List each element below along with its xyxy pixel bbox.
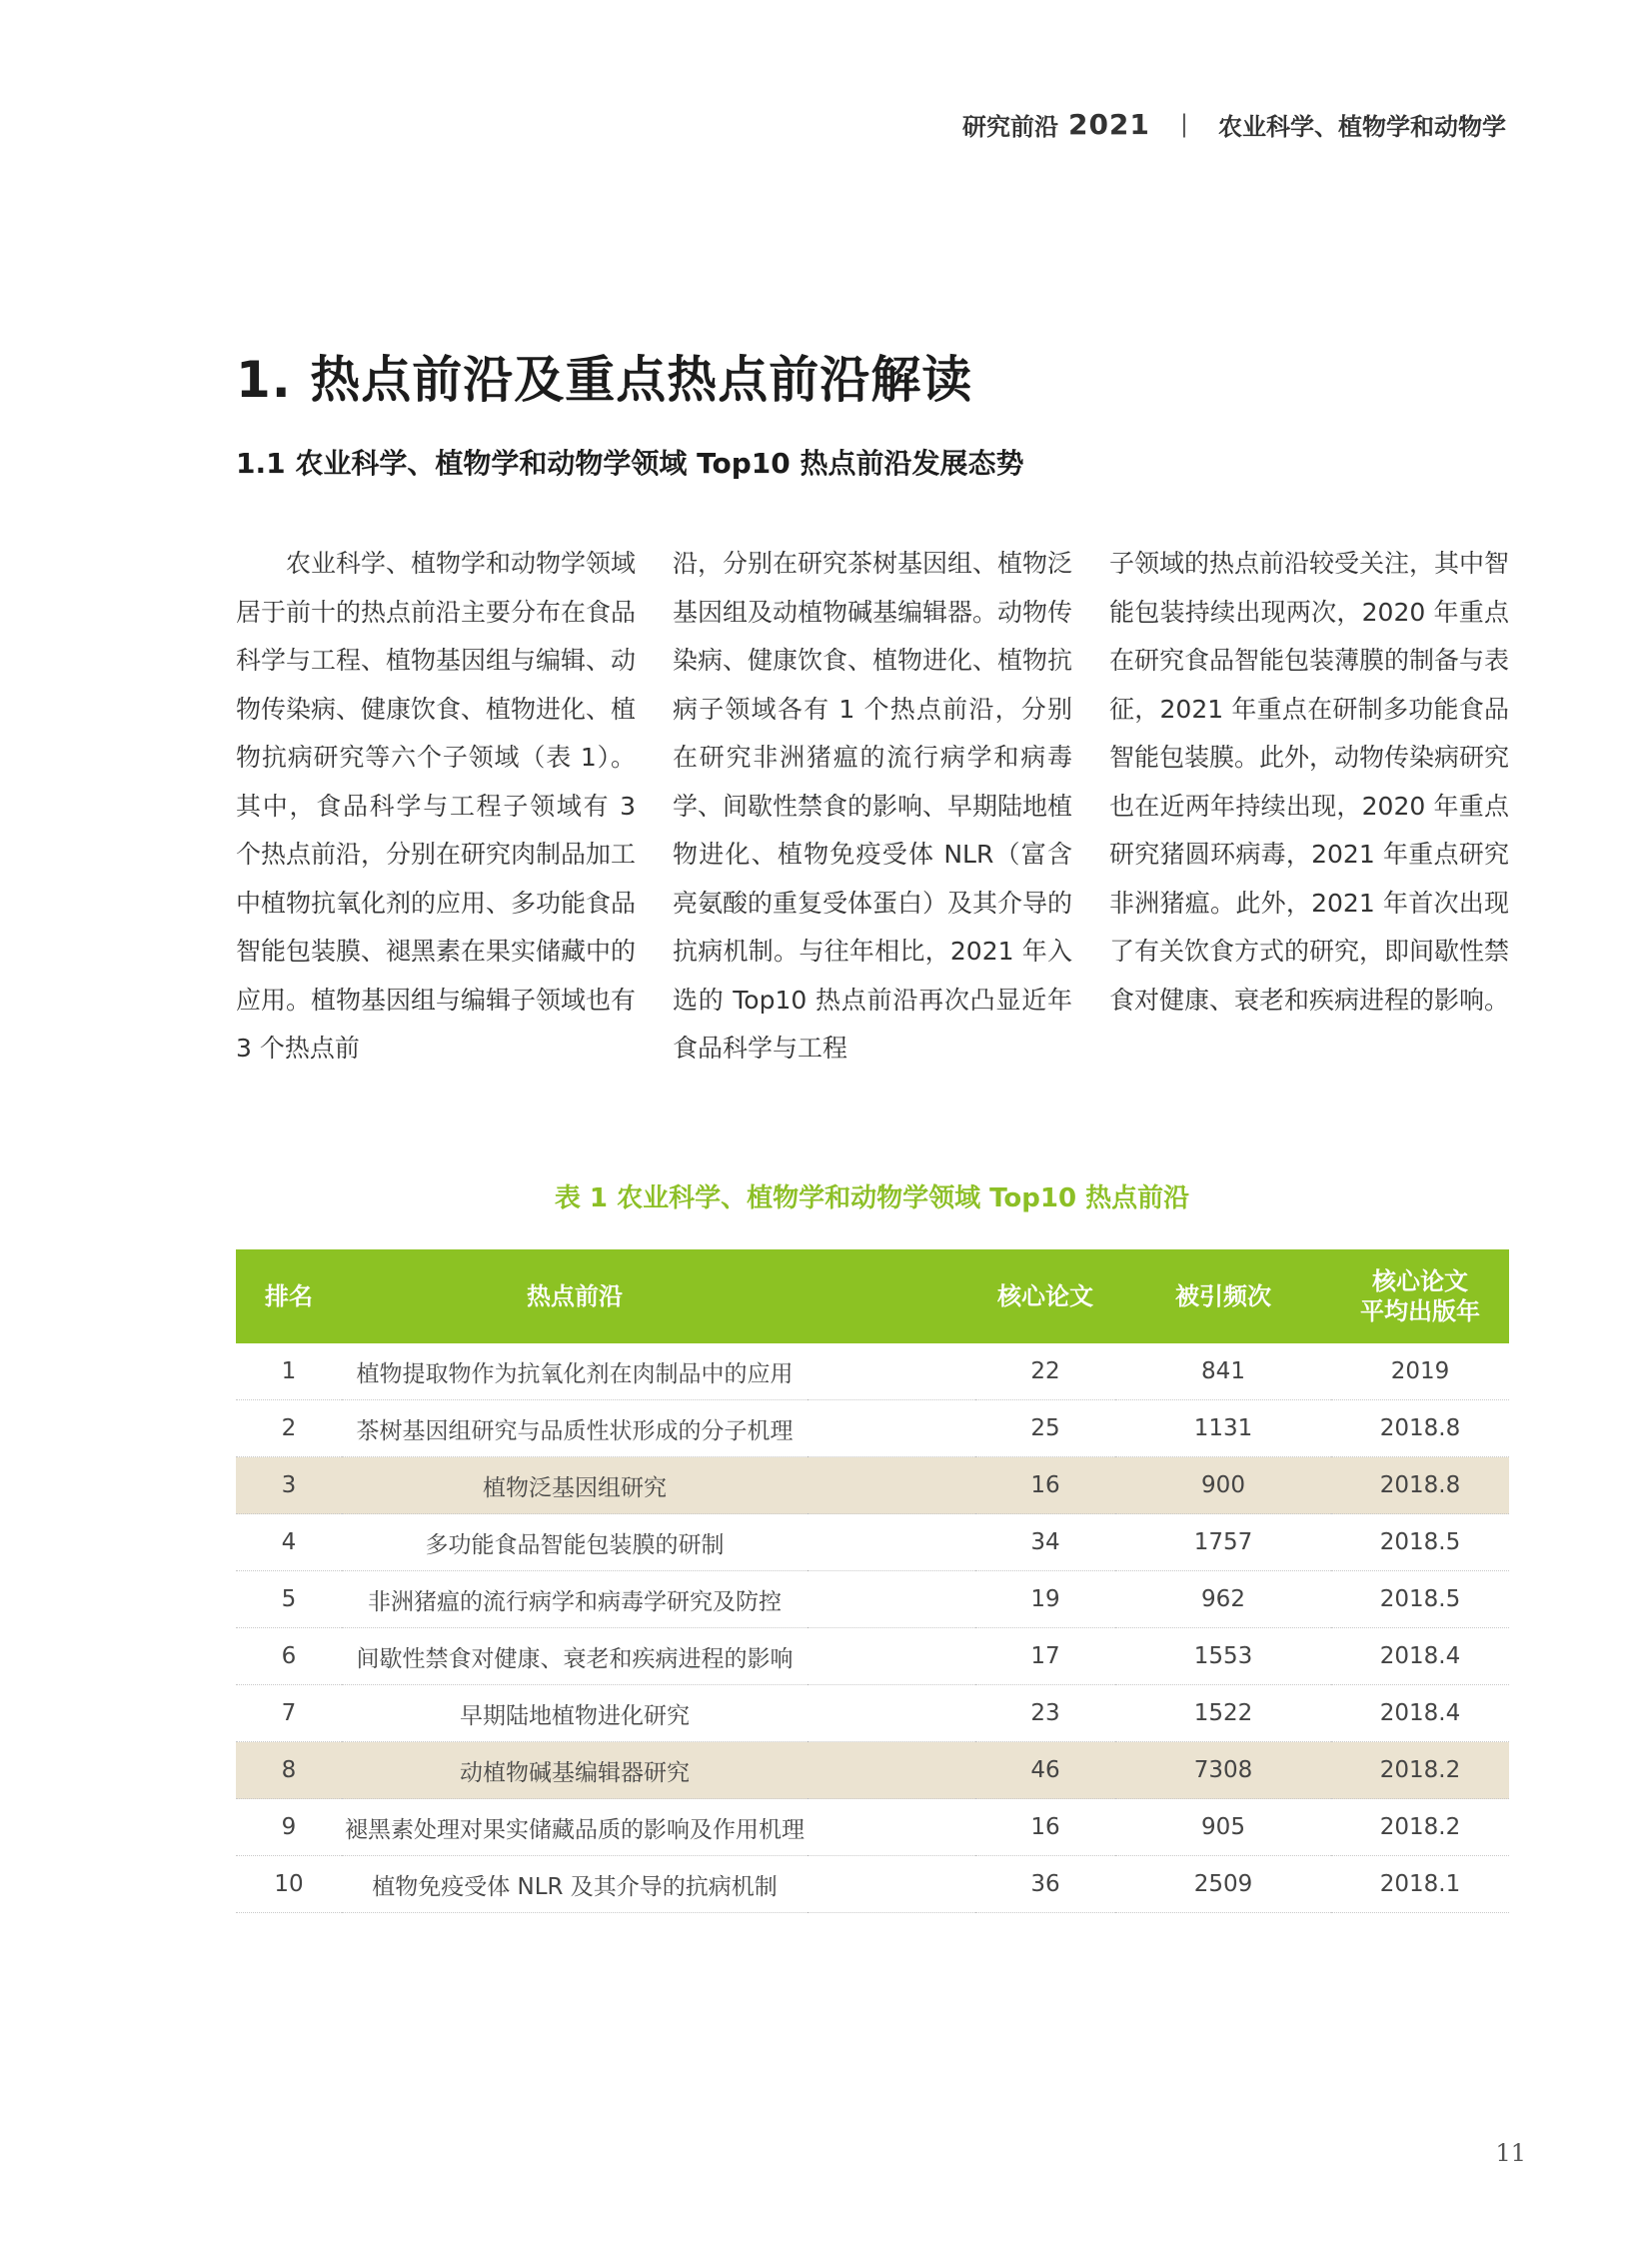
mean-year-cell: 2019 <box>1331 1343 1509 1400</box>
spacer-cell <box>808 1685 975 1742</box>
table-row <box>236 1628 1509 1685</box>
header-separator: | <box>1179 110 1188 138</box>
front-cell: 茶树基因组研究与品质性状形成的分子机理 <box>342 1400 808 1457</box>
front-cell: 间歇性禁食对健康、衰老和疾病进程的影响 <box>342 1628 808 1685</box>
mean-year-cell: 2018.8 <box>1331 1400 1509 1457</box>
rank-cell: 10 <box>236 1856 342 1913</box>
citations-cell: 1522 <box>1115 1685 1331 1742</box>
mean-year-cell: 2018.4 <box>1331 1628 1509 1685</box>
core-papers-cell: 22 <box>975 1343 1115 1400</box>
report-title: 研究前沿 <box>961 112 1058 141</box>
core-papers-cell: 19 <box>975 1571 1115 1628</box>
spacer-cell <box>808 1514 975 1571</box>
header-spacer <box>808 1249 975 1343</box>
table-caption: 表 1 农业科学、植物学和动物学领域 Top10 热点前沿 <box>554 1183 1190 1213</box>
front-cell: 植物泛基因组研究 <box>342 1457 808 1514</box>
core-papers-cell: 34 <box>975 1514 1115 1571</box>
citations-cell: 2509 <box>1115 1856 1331 1913</box>
chapter-heading: 1. 热点前沿及重点热点前沿解读 <box>236 351 973 409</box>
front-cell: 植物免疫受体 NLR 及其介导的抗病机制 <box>342 1856 808 1913</box>
spacer-cell <box>808 1856 975 1913</box>
table-row <box>236 1400 1509 1457</box>
mean-year-cell: 2018.2 <box>1331 1742 1509 1799</box>
rank-cell: 4 <box>236 1514 342 1571</box>
mean-year-cell: 2018.2 <box>1331 1799 1509 1856</box>
spacer-cell <box>808 1571 975 1628</box>
mean-year-cell: 2018.8 <box>1331 1457 1509 1514</box>
table-row <box>236 1685 1509 1742</box>
rank-cell: 8 <box>236 1742 342 1799</box>
front-cell: 植物提取物作为抗氧化剂在肉制品中的应用 <box>342 1343 808 1400</box>
table-row <box>236 1742 1509 1799</box>
header-front: 热点前沿 <box>342 1249 808 1343</box>
table-row <box>236 1799 1509 1856</box>
core-papers-cell: 25 <box>975 1400 1115 1457</box>
rank-cell: 6 <box>236 1628 342 1685</box>
citations-cell: 962 <box>1115 1571 1331 1628</box>
citations-cell: 1757 <box>1115 1514 1331 1571</box>
section-heading: 1.1 农业科学、植物学和动物学领域 Top10 热点前沿发展态势 <box>236 447 1024 480</box>
spacer-cell <box>808 1799 975 1856</box>
table-row <box>236 1856 1509 1913</box>
core-papers-cell: 17 <box>975 1628 1115 1685</box>
header-rank: 排名 <box>236 1249 342 1343</box>
citations-cell: 905 <box>1115 1799 1331 1856</box>
table-row <box>236 1457 1509 1514</box>
rank-cell: 5 <box>236 1571 342 1628</box>
core-papers-cell: 16 <box>975 1799 1115 1856</box>
front-cell: 动植物碱基编辑器研究 <box>342 1742 808 1799</box>
citations-cell: 1131 <box>1115 1400 1331 1457</box>
front-cell: 非洲猪瘟的流行病学和病毒学研究及防控 <box>342 1571 808 1628</box>
citations-cell: 900 <box>1115 1457 1331 1514</box>
front-cell: 多功能食品智能包装膜的研制 <box>342 1514 808 1571</box>
rank-cell: 3 <box>236 1457 342 1514</box>
mean-year-cell: 2018.4 <box>1331 1685 1509 1742</box>
core-papers-cell: 23 <box>975 1685 1115 1742</box>
section-title: 农业科学、植物学和动物学 <box>1218 112 1506 141</box>
spacer-cell <box>808 1343 975 1400</box>
mean-year-cell: 2018.5 <box>1331 1514 1509 1571</box>
table-row <box>236 1514 1509 1571</box>
core-papers-cell: 36 <box>975 1856 1115 1913</box>
running-header <box>962 104 1506 144</box>
header-core-papers: 核心论文 <box>975 1249 1115 1343</box>
core-papers-cell: 16 <box>975 1457 1115 1514</box>
body-text <box>236 540 1509 1074</box>
spacer-cell <box>808 1457 975 1514</box>
table-row <box>236 1571 1509 1628</box>
header-mean-year: 核心论文 平均出版年 <box>1331 1249 1509 1343</box>
mean-year-cell: 2018.5 <box>1331 1571 1509 1628</box>
body-column-2: 沿，分别在研究茶树基因组、植物泛基因组及动植物碱基编辑器。动物传染病、健康饮食、植物进化、植物抗病子领域各有 1 个热点前沿，分别在研究非洲猪瘟的流行病学和病毒学、间歇性禁食的影响、早期陆地植物进化、植物免疫受体 NLR（富含亮氨酸的重复受体蛋白）及其介导的抗病机制。与往年相比，2021 年入选的 Top10 热点前沿再次凸显近年食品科学与工程 <box>673 549 1073 1063</box>
spacer-cell <box>808 1628 975 1685</box>
citations-cell: 7308 <box>1115 1742 1331 1799</box>
body-column-3: 子领域的热点前沿较受关注，其中智能包装持续出现两次，2020 年重点在研究食品智能包装薄膜的制备与表征，2021 年重点在研制多功能食品智能包装膜。此外，动物传染病研究也在近两年持续出现，2020 年重点研究猪圆环病毒，2021 年重点研究非洲猪瘟。此外，2021 年首次出现了有关饮食方式的研究，即间歇性禁食对健康、衰老和疾病进程的影响。 <box>1109 549 1510 1015</box>
citations-cell: 1553 <box>1115 1628 1331 1685</box>
hot-fronts-table <box>236 1249 1509 1913</box>
spacer-cell <box>808 1742 975 1799</box>
front-cell: 早期陆地植物进化研究 <box>342 1685 808 1742</box>
page-number: 11 <box>1495 2139 1526 2167</box>
rank-cell: 9 <box>236 1799 342 1856</box>
spacer-cell <box>808 1400 975 1457</box>
rank-cell: 1 <box>236 1343 342 1400</box>
core-papers-cell: 46 <box>975 1742 1115 1799</box>
header-citations: 被引频次 <box>1115 1249 1331 1343</box>
rank-cell: 2 <box>236 1400 342 1457</box>
table-header-row <box>236 1249 1509 1343</box>
citations-cell: 841 <box>1115 1343 1331 1400</box>
rank-cell: 7 <box>236 1685 342 1742</box>
table-row <box>236 1343 1509 1400</box>
front-cell: 褪黑素处理对果实储藏品质的影响及作用机理 <box>342 1799 808 1856</box>
body-column-1: 农业科学、植物学和动物学领域居于前十的热点前沿主要分布在食品科学与工程、植物基因组与编辑、动物传染病、健康饮食、植物进化、植物抗病研究等六个子领域（表 1）。其中，食品科学与工程子领域有 3 个热点前沿，分别在研究肉制品加工中植物抗氧化剂的应用、多功能食品智能包装膜、褪黑素在果实储藏中的应用。植物基因组与编辑子领域也有 3 个热点前 <box>236 549 644 1063</box>
report-year: 2021 <box>1067 107 1150 141</box>
mean-year-cell: 2018.1 <box>1331 1856 1509 1913</box>
